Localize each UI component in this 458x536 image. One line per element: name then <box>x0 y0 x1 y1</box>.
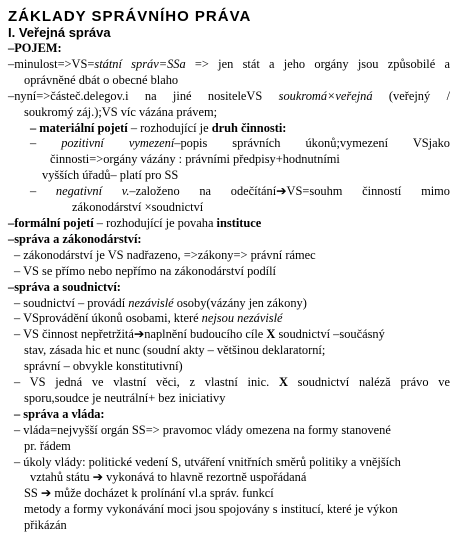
text-line: – negativní v.–založeno na odečítání➔VS=souhm činností mimo <box>30 184 451 199</box>
text-line: – VS činnost nepřetržitá➔naplnění budoucího cíle X soudnictví –součásný <box>14 327 385 342</box>
text-line: vztahů státu ➔ vykonává to hlavně rezortně uspořádaná <box>30 470 307 485</box>
text-line: činnosti=>orgány vázány : právními předpisy+hodnutními <box>50 152 340 167</box>
text-line: soukromý záj.);VS víc vázána právem; <box>24 104 218 119</box>
document-title: ZÁKLADY SPRÁVNÍHO PRÁVA <box>8 8 252 25</box>
text-line: –nyní=>částeč.delegov.i na jiné nositeleVS soukromá×veřejná (veřejný / <box>8 88 451 103</box>
heading-vlada: – správa a vláda: <box>14 406 105 421</box>
text-line: vyšších úřadů– platí pro SS <box>42 168 179 183</box>
text-line: – zákonodárství je VS nadřazeno, =>zákony=> právní rámec <box>14 247 316 262</box>
text-line: – VSprovádění úkonů osobami, které nejsou nezávislé <box>14 311 283 326</box>
text-line: – VS jedná ve vlastní věci, z vlastní inic. X soudnictví naléză právo ve <box>14 375 450 390</box>
text-line: sporu,soudce je neutrální+ bez iniciativy <box>24 390 226 405</box>
text-line: zákonodárství ×soudnictví <box>72 200 204 215</box>
text-line: pr. řádem <box>24 438 71 453</box>
text-line: SS ➔ může docházet k prolínání vl.a správ. funkcí <box>24 486 274 501</box>
heading-soudnictvi: –správa a soudnictví: <box>8 279 121 294</box>
text-line: oprávněné dbát o obecné blaho <box>24 72 179 87</box>
text-line: metody a formy vykonávání moci jsou spojovány s institucí, které je výkon <box>24 502 398 517</box>
text-line: –minulost=>VS=státní správ=SSa => jen stát a jeho orgány jsou způsobilé a <box>8 56 451 71</box>
section-heading: I. Veřejná správa <box>8 25 111 40</box>
heading-pojem: –POJEM: <box>8 41 62 55</box>
text-line: – vláda=nejvyšší orgán SS=> pravomoc vlády omezena na formy stanovené <box>14 422 391 437</box>
text-line: – VS se přímo nebo nepřímo na zákonodárství podílí <box>14 263 276 278</box>
text-line: – pozitivní vymezení–popis správních úkonů;vymezení VSjako <box>30 136 450 151</box>
heading-zakonodarstvi: –správa a zákonodárství: <box>8 231 142 246</box>
text-line: přikázán <box>24 518 67 533</box>
text-line: – materiální pojetí – rozhodující je druh činnosti: <box>30 120 287 135</box>
text-line: správní – obvykle konstitutivní) <box>24 359 183 374</box>
text-line: – soudnictví – provádí nezávislé osoby(vázány jen zákony) <box>14 295 307 310</box>
text-line: –formální pojetí – rozhodující je povaha instituce <box>8 215 262 230</box>
text-line: stav, zásada hic et nunc (soudní akty – většinou deklaratorní; <box>24 343 326 358</box>
text-line: – úkoly vlády: politické vedení S, utváření vnitřních směrů politiky a vnějších <box>14 454 401 469</box>
